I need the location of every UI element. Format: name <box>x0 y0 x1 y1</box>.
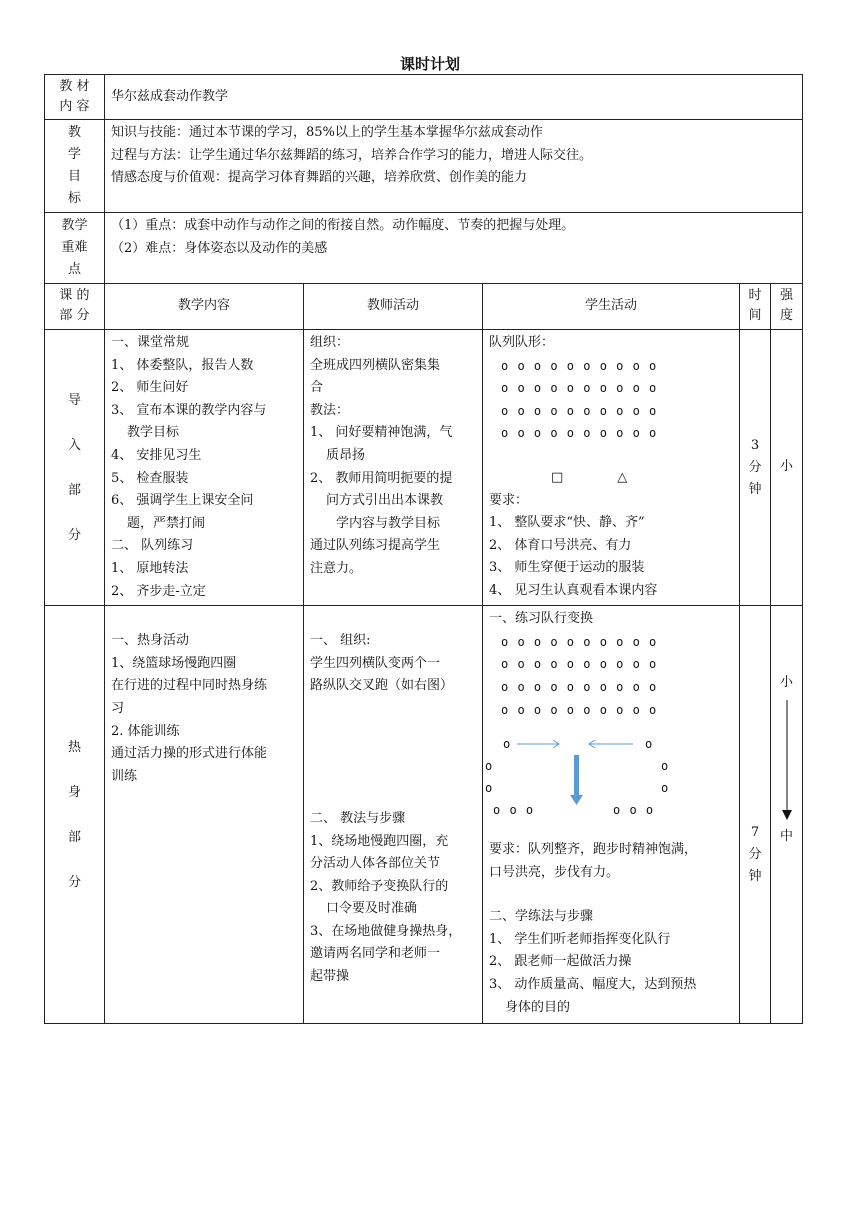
difficulty-row <box>45 213 803 284</box>
difficulty-label-line: 点 <box>67 262 81 277</box>
warmup-step-line: 身体的目的 <box>505 999 571 1015</box>
formation-row: o o o o o o o o o o <box>501 358 658 373</box>
intro-content-line: 3、 宣布本课的教学内容与 <box>111 402 267 418</box>
warmup-intensity <box>771 606 803 1024</box>
warmup-time <box>740 606 771 1024</box>
goal-line: 过程与方法：让学生通过华尔兹舞蹈的练习，培养合作学习的能力，增进人际交往。 <box>111 147 593 163</box>
material-label-line2: 内 容 <box>59 99 90 114</box>
warmup-teacher-line: 一、 组织: <box>310 633 371 649</box>
warmup-label-char: 热 <box>67 739 81 755</box>
formation-row: o o o o o o o o o o <box>501 657 658 672</box>
warmup-teacher-line: 口令要及时准确 <box>326 901 418 917</box>
formation-row: o o o o o o o o o o <box>501 702 658 717</box>
warmup-content-line: 在行进的过程中同时热身练 <box>111 678 268 694</box>
warmup-teacher-line: 分活动人体各部位关节 <box>310 856 441 872</box>
warmup-section-row <box>45 606 803 1024</box>
difficulty-line: （2）难点：身体姿态以及动作的美感 <box>111 240 328 256</box>
intro-label-char: 导 <box>67 392 81 408</box>
warmup-teacher-line: 邀请两名同学和老师一 <box>310 946 441 962</box>
intro-content-line: 6、 强调学生上课安全问 <box>111 493 254 509</box>
difficulty-label-line: 教学 <box>61 218 88 233</box>
intro-content-line: 教学目标 <box>127 425 180 441</box>
intro-content-line: 2、 师生问好 <box>111 380 189 396</box>
intro-content <box>105 330 304 606</box>
runner-group: o o o <box>493 803 535 818</box>
intro-req-line: 3、 师生穿便于运动的服装 <box>489 560 645 576</box>
warmup-student <box>483 606 740 1024</box>
difficulty-content <box>105 213 803 284</box>
runner-marker: o <box>661 759 670 774</box>
goals-label-char: 学 <box>67 147 81 162</box>
warmup-req-line: 要求：队列整齐，跑步时精神饱满， <box>489 842 698 858</box>
intensity-start-label: 小 <box>780 675 794 691</box>
formation-row: o o o o o o o o o o <box>501 403 658 418</box>
intro-formation-heading: 队列队形： <box>489 335 555 350</box>
runner-group: o o o <box>613 803 655 818</box>
page-title: 课时计划 <box>399 55 460 73</box>
goals-label-char: 标 <box>67 191 81 206</box>
goals-content <box>105 120 803 213</box>
intro-teacher-line: 1、 问好要精神饱满，气 <box>310 425 453 441</box>
header-teacher: 教师活动 <box>304 284 483 330</box>
spacer <box>489 445 733 467</box>
warmup-time-line: 钟 <box>748 869 762 885</box>
warmup-teacher-line: 2、教师给予变换队行的 <box>310 878 449 894</box>
warmup-step-line: 3、 动作质量高、幅度大，达到预热 <box>489 977 697 993</box>
header-intensity-line2: 度 <box>780 308 794 323</box>
intro-time-line: 钟 <box>748 481 762 497</box>
warmup-time-line: 7 <box>750 825 760 841</box>
intro-teacher <box>304 330 483 606</box>
intro-label-char: 入 <box>67 437 81 453</box>
warmup-teacher-line: 路纵队交叉跑（如右图） <box>310 678 454 694</box>
warmup-content-line: 一、热身活动 <box>111 633 190 649</box>
warmup-teacher-line: 3、在场地做健身操热身， <box>310 923 462 939</box>
runner-marker: o <box>485 759 494 774</box>
warmup-content-line: 2. 体能训练 <box>111 723 180 739</box>
runner-marker: o <box>661 781 670 796</box>
intro-content-line: 二、 队列练习 <box>111 538 194 554</box>
warmup-step-line: 1、 学生们听老师指挥变化队行 <box>489 931 671 947</box>
warmup-teacher-line: 二、 教法与步骤 <box>310 810 406 826</box>
warmup-step-line: 2、 跟老师一起做活力操 <box>489 954 632 970</box>
header-time <box>740 284 771 330</box>
header-part-line2: 部 分 <box>59 308 90 323</box>
direction-arrows-icon <box>489 733 734 839</box>
material-row <box>45 75 803 120</box>
formation-row: o o o o o o o o o o <box>501 679 658 694</box>
material-label <box>45 75 105 120</box>
intro-teacher-line: 教法： <box>310 402 350 418</box>
formation-row: o o o o o o o o o o <box>501 426 658 441</box>
header-part-line1: 课 的 <box>59 288 90 303</box>
intro-student <box>483 330 740 606</box>
intro-teacher-line: 2、 教师用简明扼要的提 <box>310 470 453 486</box>
intensity-arrow-head <box>782 810 792 820</box>
warmup-teacher <box>304 606 483 1024</box>
intro-time <box>740 330 771 606</box>
formation-row: o o o o o o o o o o <box>501 381 658 396</box>
intro-section-label <box>45 330 105 606</box>
difficulty-label <box>45 213 105 284</box>
goals-label-char: 目 <box>67 169 81 184</box>
intro-content-line: 1、 原地转法 <box>111 560 189 576</box>
warmup-label-char: 身 <box>67 784 81 800</box>
material-content: 华尔兹成套动作教学 <box>105 75 803 120</box>
intro-time-line: 分 <box>748 459 762 475</box>
intro-content-line: 1、 体委整队，报告人数 <box>111 357 254 373</box>
header-part <box>45 284 105 330</box>
down-arrow-icon <box>781 700 793 822</box>
runner-marker: o <box>503 737 512 752</box>
warmup-steps-heading: 二、学练法与步骤 <box>489 909 594 925</box>
warmup-label-char: 部 <box>67 829 81 845</box>
warmup-content-line: 习 <box>111 700 125 716</box>
intro-teacher-line: 合 <box>310 380 324 396</box>
goals-row <box>45 120 803 213</box>
spacer <box>310 698 476 808</box>
down-arrow-head <box>570 795 583 805</box>
teacher-position-row <box>489 467 733 490</box>
intro-label-char: 分 <box>67 527 81 543</box>
lesson-plan-table <box>44 74 803 1024</box>
intro-content-line: 题，严禁打闹 <box>127 515 206 531</box>
intro-intensity: 小 <box>771 330 803 606</box>
header-intensity <box>771 284 803 330</box>
running-diagram <box>485 733 733 839</box>
warmup-teacher-line: 起带操 <box>310 969 350 985</box>
runner-marker: o <box>485 781 494 796</box>
warmup-label-char: 分 <box>67 874 81 890</box>
intro-req-heading: 要求： <box>489 492 529 508</box>
intro-label-char: 部 <box>67 482 81 498</box>
difficulty-label-line: 重难 <box>61 240 88 255</box>
warmup-time-line: 分 <box>748 847 762 863</box>
header-time-line1: 时 <box>748 288 762 303</box>
header-content: 教学内容 <box>105 284 304 330</box>
intro-teacher-line: 注意力。 <box>310 560 363 576</box>
square-marker-icon: □ <box>551 469 564 485</box>
intro-req-line: 2、 体育口号洪亮、有力 <box>489 537 632 553</box>
goal-line: 情感态度与价值观：提高学习体育舞蹈的兴趣，培养欣赏、创作美的能力 <box>111 170 528 186</box>
intro-teacher-line: 全班成四列横队密集集 <box>310 357 441 373</box>
formation-row: o o o o o o o o o o <box>501 634 658 649</box>
intro-content-line: 5、 检查服装 <box>111 470 189 486</box>
triangle-marker-icon: △ <box>617 469 628 485</box>
header-intensity-line1: 强 <box>780 288 794 303</box>
spacer <box>489 884 733 906</box>
intro-teacher-line: 质昂扬 <box>326 447 366 463</box>
intro-teacher-line: 通过队列练习提高学生 <box>310 538 441 554</box>
goals-label <box>45 120 105 213</box>
warmup-req-line: 口号洪亮，步伐有力。 <box>489 864 620 880</box>
warmup-teacher-line: 学生四列横队变两个一 <box>310 655 441 671</box>
warmup-formation-heading: 一、练习队行变换 <box>489 611 594 627</box>
intro-content-line: 一、课堂常规 <box>111 335 190 350</box>
header-student: 学生活动 <box>483 284 740 330</box>
warmup-section-label <box>45 606 105 1024</box>
runner-marker: o <box>645 737 654 752</box>
warmup-content-line: 训练 <box>111 768 138 784</box>
goals-label-char: 教 <box>67 125 81 140</box>
intro-content-line: 2、 齐步走-立定 <box>111 583 206 599</box>
intensity-end-label: 中 <box>780 829 794 845</box>
warmup-teacher-line: 1、绕场地慢跑四圈，充 <box>310 833 449 849</box>
warmup-content-line: 1、绕篮球场慢跑四圈 <box>111 655 237 671</box>
intro-teacher-line: 学内容与教学目标 <box>336 515 441 531</box>
intro-content-line: 4、 安排见习生 <box>111 447 202 463</box>
intro-time-line: 3 <box>750 437 760 453</box>
warmup-content-line: 通过活力操的形式进行体能 <box>111 746 268 762</box>
column-header-row <box>45 284 803 330</box>
intro-req-line: 4、 见习生认真观看本课内容 <box>489 582 658 598</box>
intro-req-line: 1、 整队要求“快、静、齐” <box>489 515 645 531</box>
intro-teacher-line: 问方式引出出本课教 <box>326 493 444 509</box>
intro-teacher-line: 组织： <box>310 335 350 350</box>
intro-section-row <box>45 330 803 606</box>
goal-line: 知识与技能：通过本节课的学习，85%以上的学生基本掌握华尔兹成套动作 <box>111 125 543 140</box>
material-label-line1: 教 材 <box>59 79 90 94</box>
difficulty-line: （1）重点：成套中动作与动作之间的衔接自然。动作幅度、节奏的把握与处理。 <box>111 218 575 233</box>
warmup-content <box>105 606 304 1024</box>
down-arrow-shaft <box>574 755 579 797</box>
header-time-line2: 间 <box>748 308 762 323</box>
